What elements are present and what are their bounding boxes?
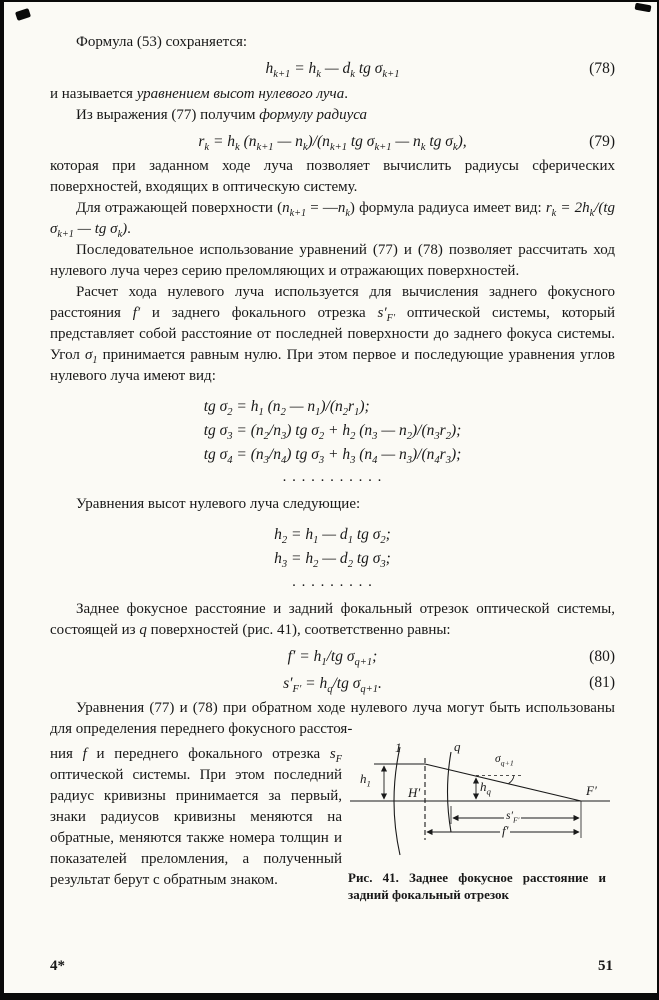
h1-label: $h_1$ xyxy=(360,771,371,789)
lens-diagram-svg xyxy=(348,744,615,862)
para-reverse-ray-intro: Уравнения (77) и (78) при обратном ходе нулевого луча могут быть использованы для определения переднего фокусного расстоя- xyxy=(50,700,615,738)
equation-81-body: $s'_{F'} = h_q/tg$ $\sigma_{q+1}$. xyxy=(283,674,382,695)
equation-79-body: $r_k = h_k$ ($n_{k+1}$ — $n_k)/(n_{k+1}$ tg $\sigma_{k+1}$ — $n_k$ tg $\sigma_k$), xyxy=(198,132,467,153)
para-height-equations: Уравнения высот нулевого луча следующие: xyxy=(76,496,361,513)
equation-80 xyxy=(50,646,615,668)
equation-78-body: $h_{k+1} = h_k$ — $d_k$ tg $\sigma_{k+1}$ xyxy=(265,60,400,81)
hq-label: $h_q$ xyxy=(480,779,491,797)
bottom-section xyxy=(50,739,615,904)
equation-angle-1: tg $\sigma_2 = h_1$ ($n_2$ — $n_1)/(n_2r_1)$; xyxy=(203,398,370,419)
equation-angle-3: tg $\sigma_4 = (n_3/n_4)$ tg $\sigma_3 + h_3$ ($n_4$ — $n_3)/(n_4r_3)$; xyxy=(203,445,462,466)
ellipsis-dots: . . . . . . . . . . . xyxy=(282,469,383,486)
equation-height-2: $h_3 = h_2$ — $d_2$ tg $\sigma_3$; xyxy=(274,550,391,571)
para-sequential-use: Последовательное использование уравнений (77) и (78) позволяет рассчитать ход нулевого луча через серию преломляющих и отражающих поверхностей. xyxy=(50,242,615,280)
para-eq78-name: и называется уравнением высот нулевого луча. xyxy=(50,85,348,102)
equation-height-1: $h_2 = h_1$ — $d_1$ tg $\sigma_2$; xyxy=(274,526,391,547)
figure-41 xyxy=(348,739,615,904)
surface-q-curve xyxy=(448,752,452,832)
signature-mark: 4* xyxy=(50,958,65,974)
para-radii: которая при заданном ходе луча позволяет вычислить радиусы сферических поверхностей, входящих в оптическую систему. xyxy=(50,158,615,196)
equations-heights-block xyxy=(50,522,615,592)
para-reverse-ray-body: ния f и переднего фокального отрезка $s_F$ оптической системы. При этом последний радиус кривизны принимается за первый, знаки радиусов кривизны меняются на обратные, меняются также номера толщин и показателей преломления, а полученный результат берут с обратным знаком. xyxy=(50,746,342,889)
exit-ray xyxy=(425,764,581,801)
scan-artifact-top-right xyxy=(635,3,652,13)
left-text-column xyxy=(50,744,342,904)
focal-length-label: f′ xyxy=(502,823,509,839)
back-focal-segment-label: $s'_{F'}$ xyxy=(506,810,520,825)
surface-q-label: q xyxy=(454,739,461,755)
sigma-angle-label: $\sigma_{q+1}$ xyxy=(495,753,514,768)
angle-arc xyxy=(509,776,515,784)
equation-78-number: (78) xyxy=(589,60,615,77)
back-focus-label: F′ xyxy=(586,783,597,799)
para-from-77: Из выражения (77) получим формулу радиуса xyxy=(76,106,368,123)
para-zero-ray-calc: Расчет хода нулевого луча используется для вычисления заднего фокусного расстояния f′ и заднего фокального отрезка $s'_{F'}$ оптической системы, который представляет собой расстояние от последней поверхности до заднего фокуса системы. Угол $\sigma_1$ принимается равным нулю. При этом первое и последующие уравнения углов нулевого луча имеют вид: xyxy=(50,284,615,385)
scan-artifact-top-left xyxy=(15,8,31,21)
surface-1-label: 1 xyxy=(395,740,402,756)
equation-angle-2: tg $\sigma_3 = (n_2/n_3)$ tg $\sigma_2 + h_2$ ($n_3$ — $n_2)/(n_3r_2)$; xyxy=(203,422,462,443)
equation-81-number: (81) xyxy=(589,674,615,692)
para-back-focal: Заднее фокусное расстояние и задний фокальный отрезок оптической системы, состоящей из q поверхностей (рис. 41), соответственно равны: xyxy=(50,600,615,638)
para-reflecting-surface: Для отражающей поверхности ($n_{k+1}$ = $—n_k$) формула радиуса имеет вид: $r_k = 2h_k/(tg$ $\sigma_{k+1}$ — tg $\sigma_k$). xyxy=(50,200,616,241)
equation-80-number: (80) xyxy=(589,647,615,665)
equation-79-number: (79) xyxy=(589,132,615,150)
ellipsis-dots: . . . . . . . . . xyxy=(292,573,373,590)
equation-79 xyxy=(50,131,615,153)
equation-81 xyxy=(50,673,615,695)
principal-plane-label: H′ xyxy=(408,785,421,801)
equation-80-body: $f' = h_1/tg$ $\sigma_{q+1}$; xyxy=(287,647,378,668)
para-formula-53: Формула (53) сохраняется: xyxy=(76,34,248,50)
figure-caption: Рис. 41. Заднее фокусное расстояние и задний фокальный отрезок xyxy=(348,870,606,903)
page-footer xyxy=(50,956,613,977)
equation-78 xyxy=(50,58,615,80)
page-number: 51 xyxy=(598,958,613,974)
equations-angles-block xyxy=(50,394,615,488)
lens-diagram xyxy=(348,739,615,862)
